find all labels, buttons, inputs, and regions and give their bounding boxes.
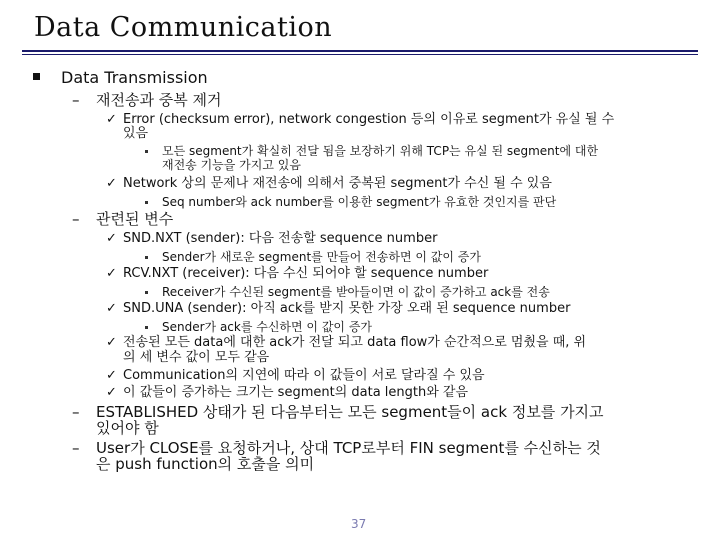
bullet-established: ESTABLISHED 상태가 된 다음부터는 모든 segment들이 ack 정보를 가지고: [96, 403, 604, 421]
bullet-rcv-nxt: RCV.NXT (receiver): 다음 수신 되어야 할 sequence number: [123, 266, 489, 281]
square-bullet-icon: [33, 73, 40, 80]
bullet-dup-removal: 재전송과 중복 제거: [96, 91, 222, 109]
bullet-snd-nxt-sub: Sender가 새로운 segment를 만들어 전송하면 이 값이 증가: [162, 250, 481, 264]
bullet-increase: 이 값들이 증가하는 크기는 segment의 data length와 같음: [123, 385, 469, 400]
check-bullet: ✓: [106, 112, 117, 127]
dash-bullet: –: [72, 439, 80, 457]
dot-bullet: [145, 326, 148, 329]
dot-bullet: [145, 150, 148, 153]
page-number: 37: [351, 517, 367, 531]
dash-bullet: –: [72, 91, 80, 109]
dash-bullet: –: [72, 403, 80, 421]
check-bullet: ✓: [106, 231, 117, 246]
bullet-snd-una: SND.UNA (sender): 아직 ack를 받지 못한 가장 오래 된 sequence number: [123, 301, 571, 316]
bullet-seq-ack: Seq number와 ack number를 이용한 segment가 유효한 것인지를 판단: [162, 195, 557, 209]
check-bullet: ✓: [106, 266, 117, 281]
bullet-established-cont: 있어야 함: [96, 419, 159, 437]
dot-bullet: [145, 201, 148, 204]
check-bullet: ✓: [106, 335, 117, 350]
bullet-user-close-cont: 은 push function의 호출을 의미: [96, 455, 315, 473]
title-rule-thin: [22, 54, 698, 55]
check-bullet: ✓: [106, 368, 117, 383]
section-heading: Data Transmission: [61, 68, 208, 87]
bullet-communication: Communication의 지연에 따라 이 값들이 서로 달라질 수 있음: [123, 368, 485, 383]
slide-title: Data Communication: [34, 12, 333, 43]
dot-bullet: [145, 256, 148, 259]
bullet-flow-stop-cont: 의 세 변수 값이 모두 같음: [123, 350, 270, 365]
dash-bullet: –: [72, 210, 80, 228]
check-bullet: ✓: [106, 301, 117, 316]
dot-bullet: [145, 291, 148, 294]
bullet-retransmission-cont: 재전송 기능을 가지고 있음: [162, 158, 301, 172]
bullet-error-loss-cont: 있음: [123, 126, 149, 141]
check-bullet: ✓: [106, 176, 117, 191]
title-rule: [22, 50, 698, 52]
bullet-snd-nxt: SND.NXT (sender): 다음 전송할 sequence number: [123, 231, 438, 246]
bullet-flow-stop: 전송된 모든 data에 대한 ack가 전달 되고 data flow가 순간적으로 멈췄을 때, 위: [123, 335, 587, 350]
bullet-duplicate-network: Network 상의 문제나 재전송에 의해서 중복된 segment가 수신 될 수 있음: [123, 176, 552, 191]
bullet-retransmission: 모든 segment가 확실히 전달 됨을 보장하기 위해 TCP는 유실 된 segment에 대한: [162, 144, 599, 158]
bullet-error-loss: Error (checksum error), network congestion 등의 이유로 segment가 유실 될 수: [123, 112, 615, 127]
bullet-rcv-nxt-sub: Receiver가 수신된 segment를 받아들이면 이 값이 증가하고 ack를 전송: [162, 285, 550, 299]
bullet-snd-una-sub: Sender가 ack를 수신하면 이 값이 증가: [162, 320, 373, 334]
bullet-user-close: User가 CLOSE를 요청하거나, 상대 TCP로부터 FIN segment를 수신하는 것: [96, 439, 601, 457]
bullet-related-vars: 관련된 변수: [96, 210, 174, 228]
check-bullet: ✓: [106, 385, 117, 400]
